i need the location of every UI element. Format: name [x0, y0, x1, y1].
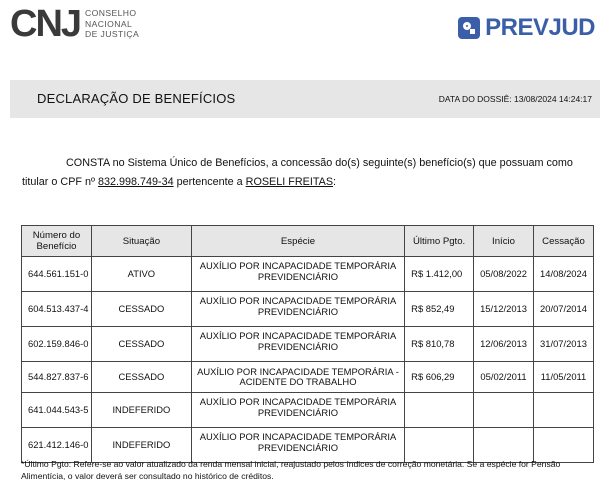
statement-text: : [333, 176, 337, 188]
cell-inicio [474, 428, 534, 463]
column-header-pgto: Último Pgto. [405, 226, 474, 257]
cell-inicio: 15/12/2013 [474, 292, 534, 327]
table-row [22, 257, 594, 292]
statement-paragraph [22, 154, 592, 192]
cnj-line: NACIONAL [85, 18, 133, 29]
cell-pgto [405, 428, 474, 463]
cell-numero: 641.044.543-5 [22, 393, 92, 428]
cell-situacao: INDEFERIDO [91, 428, 191, 463]
prevjud-logo-text: PREVJUD [485, 14, 595, 41]
cell-cessacao: 31/07/2013 [534, 327, 594, 362]
cell-pgto: R$ 606,29 [405, 362, 474, 393]
cnj-logo [10, 4, 139, 44]
cell-pgto: R$ 810,78 [405, 327, 474, 362]
cell-cessacao: 14/08/2024 [534, 257, 594, 292]
cpf-number: 832.998.749-34 [97, 176, 174, 188]
cell-pgto: R$ 1.412,00 [405, 257, 474, 292]
statement-text: CONSTA no Sistema Único de Benefícios, a concessão do(s) seguinte(s) benefício(s) que possuam como titular o CPF nº [22, 157, 573, 188]
cell-pgto: R$ 852,49 [405, 292, 474, 327]
cell-inicio [474, 393, 534, 428]
cnj-logo-text [85, 8, 139, 40]
column-header-especie: Espécie [191, 226, 404, 257]
cnj-logo-mark: CNJ [10, 3, 81, 45]
cell-numero: 604.513.437-4 [22, 292, 92, 327]
cell-inicio: 05/02/2011 [474, 362, 534, 393]
table-row [22, 292, 594, 327]
cell-pgto [405, 393, 474, 428]
cell-cessacao [534, 428, 594, 463]
cell-situacao: CESSADO [91, 292, 191, 327]
cell-numero: 621.412.146-0 [22, 428, 92, 463]
cell-inicio: 12/06/2013 [474, 327, 534, 362]
table-header-row [22, 226, 594, 257]
statement-text: pertencente a [173, 176, 246, 188]
cell-especie: AUXÍLIO POR INCAPACIDADE TEMPORÁRIA PREVIDENCIÁRIO [191, 393, 404, 428]
prevjud-magnifier-icon [458, 17, 480, 39]
cell-cessacao [534, 393, 594, 428]
cell-situacao: CESSADO [91, 327, 191, 362]
dossie-date: DATA DO DOSSIÊ: 13/08/2024 14:24:17 [438, 94, 592, 104]
cnj-line: CONSELHO [85, 8, 137, 19]
benefits-table [21, 225, 594, 463]
column-header-situacao: Situação [91, 226, 191, 257]
column-header-cessacao: Cessação [534, 226, 594, 257]
cell-especie: AUXÍLIO POR INCAPACIDADE TEMPORÁRIA PREVIDENCIÁRIO [191, 428, 404, 463]
cell-especie: AUXÍLIO POR INCAPACIDADE TEMPORÁRIA PREVIDENCIÁRIO [191, 327, 404, 362]
cell-cessacao: 11/05/2011 [534, 362, 594, 393]
table-row [22, 327, 594, 362]
title-bar [10, 80, 600, 118]
cell-especie: AUXÍLIO POR INCAPACIDADE TEMPORÁRIA - ACIDENTE DO TRABALHO [191, 362, 404, 393]
prevjud-logo [458, 14, 595, 42]
cell-especie: AUXÍLIO POR INCAPACIDADE TEMPORÁRIA PREVIDENCIÁRIO [191, 257, 404, 292]
cell-numero: 644.561.151-0 [22, 257, 92, 292]
cell-especie: AUXÍLIO POR INCAPACIDADE TEMPORÁRIA PREVIDENCIÁRIO [191, 292, 404, 327]
cell-inicio: 05/08/2022 [474, 257, 534, 292]
page-title: DECLARAÇÃO DE BENEFÍCIOS [37, 91, 236, 106]
cell-cessacao: 20/07/2014 [534, 292, 594, 327]
table-row [22, 428, 594, 463]
cell-situacao: INDEFERIDO [91, 393, 191, 428]
column-header-inicio: Início [474, 226, 534, 257]
table-row [22, 362, 594, 393]
footnote: *Último Pgto: Refere-se ao valor atualizado da renda mensal inicial, reajustado pelos índices de correção monetária. Se a espécie for Pensão Alimentícia, o valor deverá ser consultado no histórico de créditos. [21, 459, 561, 481]
cell-numero: 602.159.846-0 [22, 327, 92, 362]
table-row [22, 393, 594, 428]
cell-situacao: ATIVO [91, 257, 191, 292]
cnj-line: DE JUSTIÇA [85, 29, 140, 40]
column-header-numero: Número do Benefício [22, 226, 92, 257]
page-header [0, 0, 603, 60]
holder-name: ROSELI FREITAS [245, 176, 334, 188]
cell-situacao: CESSADO [91, 362, 191, 393]
cell-numero: 544.827.837-6 [22, 362, 92, 393]
